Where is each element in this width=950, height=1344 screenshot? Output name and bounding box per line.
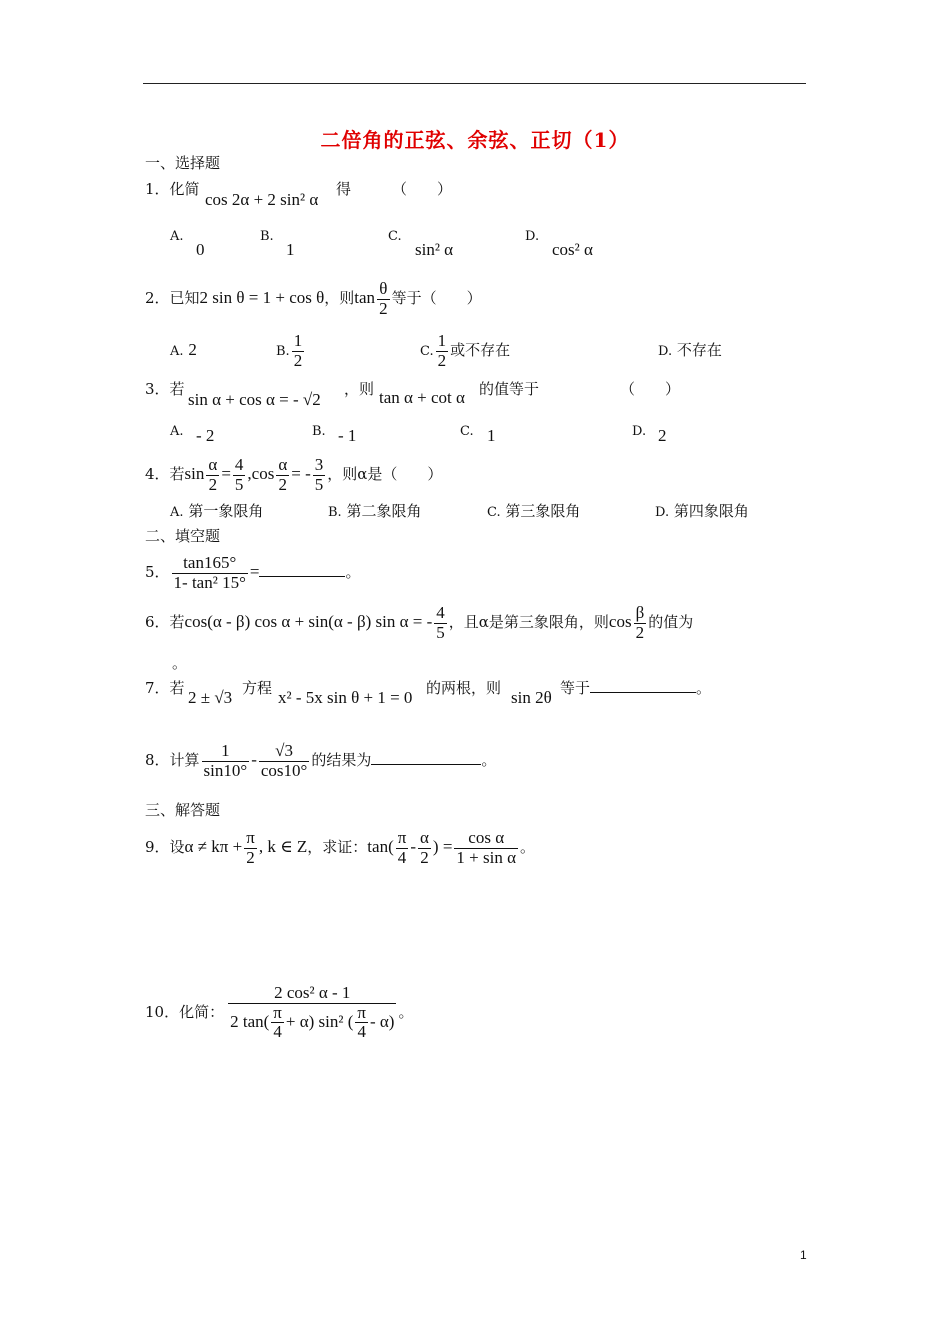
- q7-tail-line: 等于 。: [560, 679, 712, 697]
- q2-fraction: $\frac{\theta}{2}$: [379, 278, 388, 318]
- q4-fraction-4: $\frac{3}{5}$: [314, 454, 324, 494]
- q2-label: 2．已知: [145, 289, 200, 307]
- q10-fraction: 2 cos² α - 1 2 tan( $\frac{\pi}{4}$ + α) sin² ( $\frac{\pi}{4}$ - α): [230, 983, 395, 1042]
- q9-rhs-fraction: $\frac{\text{cos α}}{\text{1 + sin α}}$: [456, 827, 517, 867]
- q3-tail: 的值等于: [479, 380, 540, 398]
- q8-fraction-2: $\frac{√3}{\cos 10^\circ}$: [260, 740, 308, 780]
- q1-option-c-letter: C.: [388, 229, 402, 244]
- question-5: 5． $\frac{\tan 165^\circ}{\text{1- tan² 15°}}$ = 。: [145, 552, 361, 592]
- question-6: 6．若cos(α - β) cos α + sin(α - β) sin α = - $\frac{4}{5}$ ，且α是第三象限角，则cos $\frac{\beta}{2}$ 的值为: [145, 602, 694, 642]
- question-8: 8．计算 $\frac{1}{\sin 10^\circ}$ - $\frac{√3}{\cos 10^\circ}$ 的结果为 。: [145, 740, 497, 780]
- question-4: 4．若sin $\frac{\alpha}{2}$ = $\frac{4}{5}$ ,cos $\frac{\alpha}{2}$ = - $\frac{3}{5}$ ，则α是（ ）: [145, 454, 443, 494]
- q7-mid: 的两根，则: [426, 679, 502, 697]
- q7-equation: x² - 5x sin θ + 1 = 0: [278, 688, 413, 707]
- q2-mid: ，则: [324, 289, 355, 307]
- section-heading-fill: 二、填空题: [145, 527, 221, 545]
- q1-option-d-value: cos² α: [552, 240, 593, 259]
- q1-tail: 得: [336, 180, 352, 198]
- q4-option-b: B. 第二象限角: [328, 502, 422, 520]
- q4-option-a: A. 第一象限角: [170, 502, 264, 520]
- q6-fraction-2: $\frac{\beta}{2}$: [635, 602, 645, 642]
- q2-tan: tan: [354, 288, 376, 307]
- q8-answer-blank[interactable]: [371, 764, 481, 765]
- q1-option-b-letter: B.: [260, 229, 274, 244]
- q2-expression: 2 sin θ = 1 + cos θ: [199, 288, 325, 307]
- q3-option-a-value: - 2: [196, 426, 215, 445]
- q3-option-d-letter: D.: [632, 424, 647, 439]
- q3-expression-2: tan α + cot α: [379, 388, 465, 407]
- q7-expression: sin 2θ: [511, 688, 552, 707]
- question-7-label: 7．若: [145, 679, 185, 697]
- q3-expression-1: sin α + cos α = - √2: [188, 390, 321, 409]
- q1-label: 1．化简: [145, 180, 200, 198]
- q5-answer-blank[interactable]: [259, 576, 345, 577]
- q1-option-a-letter: A.: [170, 229, 184, 244]
- section-heading-choice: 一、选择题: [145, 154, 221, 172]
- q3-option-b-letter: B.: [312, 424, 326, 439]
- q2-option-c: C. $\frac{1}{2}$ 或不存在: [420, 330, 511, 370]
- q7-word: 方程: [242, 679, 273, 697]
- q4-option-d: D. 第四象限角: [655, 502, 749, 520]
- q2-tail: 等于（ ）: [391, 289, 482, 307]
- q1-option-c-value: sin² α: [415, 240, 454, 259]
- q3-mid: ，则: [344, 380, 375, 398]
- header-rule: [143, 83, 806, 84]
- q2-option-d: D. 不存在: [658, 341, 722, 359]
- page-title: 二倍角的正弦、余弦、正切（1）: [320, 128, 630, 152]
- question-2: [145, 276, 482, 320]
- q5-fraction: $\frac{\tan 165^\circ}{\text{1- tan² 15°}}$: [173, 552, 246, 592]
- q4-fraction-1: $\frac{\alpha}{2}$: [208, 454, 218, 494]
- question-1: [145, 178, 200, 199]
- q6-fraction-1: $\frac{4}{5}$: [436, 602, 445, 642]
- page-number: 1: [800, 1248, 807, 1262]
- q2-option-a: A. 2: [170, 340, 197, 359]
- q3-option-c-letter: C.: [460, 424, 474, 439]
- q2-option-b: B. $\frac{1}{2}$: [276, 330, 303, 370]
- q8-fraction-1: $\frac{1}{\sin 10^\circ}$: [203, 740, 248, 780]
- section-heading-solve: 三、解答题: [145, 801, 221, 819]
- q3-option-c-value: 1: [487, 426, 496, 445]
- question-10: 10．化简： 2 cos² α - 1 2 tan( $\frac{\pi}{4}$ + α) sin² ( $\frac{\pi}{4}$ - α) 。: [145, 983, 414, 1042]
- q4-fraction-3: $\frac{\alpha}{2}$: [278, 454, 288, 494]
- q7-answer-blank[interactable]: [590, 692, 696, 693]
- q3-option-a-letter: A.: [170, 424, 184, 439]
- q1-option-a-value: 0: [196, 240, 205, 259]
- q3-option-b-value: - 1: [338, 426, 357, 445]
- question-9: 9．设α ≠ kπ + $\frac{\pi}{2}$ , k ∈ Z，求证：tan( $\frac{\pi}{4}$ - $\frac{\alpha}{2}$ ) = $\frac{\text{cos α}}{\text{1 + sin α}}$ 。: [145, 827, 536, 867]
- q4-option-c: C. 第三象限角: [487, 502, 581, 520]
- q3-option-d-value: 2: [658, 426, 667, 445]
- q7-root: 2 ± √3: [188, 688, 233, 707]
- q1-paren: （ ）: [392, 180, 453, 198]
- q1-option-b-value: 1: [286, 240, 295, 259]
- question-3-label: 3．若: [145, 380, 185, 398]
- q1-expression: cos 2α + 2 sin² α: [205, 190, 319, 209]
- q1-option-d-letter: D.: [525, 229, 540, 244]
- q3-paren: （ ）: [620, 380, 681, 398]
- q4-fraction-2: $\frac{4}{5}$: [234, 454, 244, 494]
- q6-end: 。: [172, 654, 188, 672]
